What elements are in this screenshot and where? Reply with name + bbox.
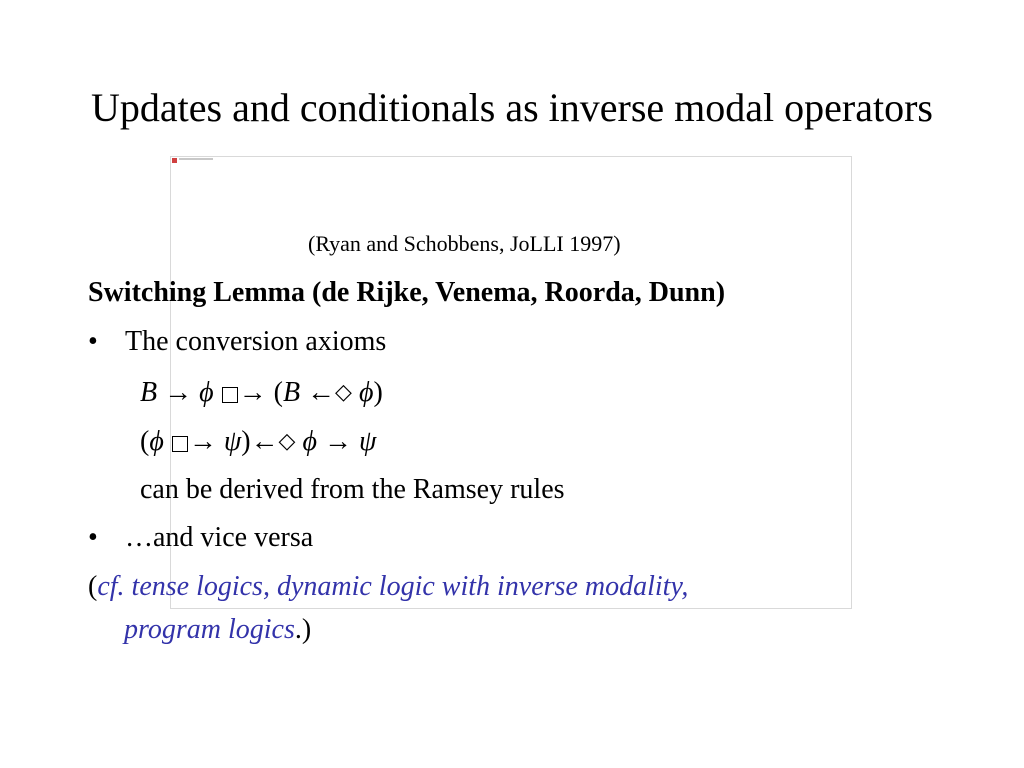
diamond-modality-icon: ◇ xyxy=(335,379,352,404)
note-close: .) xyxy=(294,614,312,645)
note-line-2 xyxy=(124,613,311,647)
formula-symbol: ( xyxy=(140,426,150,457)
formula-symbol: ϕ xyxy=(149,426,164,457)
diamond-modality-icon: ◇ xyxy=(278,428,296,453)
lemma-heading: Switching Lemma (de Rijke, Venema, Roorda, Dunn) xyxy=(88,277,726,308)
formula-symbol: B xyxy=(140,377,158,408)
embedded-object-caption-placeholder xyxy=(179,158,213,160)
formula-symbol: ) xyxy=(241,426,251,457)
derived-text: can be derived from the Ramsey rules xyxy=(140,474,565,505)
note-open-paren: ( xyxy=(88,571,98,602)
box-modality-icon xyxy=(222,387,238,403)
formula-symbol: → xyxy=(238,377,267,408)
formula-2 xyxy=(140,424,376,459)
formula-symbol: ) xyxy=(373,377,383,408)
note-italic-line-2: program logics xyxy=(124,614,295,645)
formula-symbol: ← xyxy=(250,426,279,457)
formula-symbol: → xyxy=(164,377,193,408)
note-italic-line-1: cf. tense logics, dynamic logic with inverse modality, xyxy=(97,571,689,602)
formula-symbol: ψ xyxy=(358,426,377,457)
formula-1 xyxy=(140,375,383,410)
formula-symbol: B xyxy=(282,377,301,408)
formula-symbol: ← xyxy=(307,377,336,408)
formula-symbol: ϕ xyxy=(358,377,374,408)
bullet-marker: • xyxy=(88,326,98,357)
slide-title: Updates and conditionals as inverse modal operators xyxy=(91,85,933,130)
formula-symbol: ( xyxy=(273,377,283,408)
formula-symbol: ψ xyxy=(223,426,242,457)
bullet-vice-versa: …and vice versa xyxy=(125,522,314,553)
note-line-1 xyxy=(88,570,688,604)
formula-symbol: ϕ xyxy=(199,377,214,408)
embedded-object-icon xyxy=(172,158,177,163)
formula-symbol: ϕ xyxy=(302,426,317,457)
formula-symbol: → xyxy=(188,426,217,457)
box-modality-icon xyxy=(172,436,188,452)
bullet-conversion-axioms: The conversion axioms xyxy=(125,326,387,357)
citation: (Ryan and Schobbens, JoLLI 1997) xyxy=(308,231,621,256)
bullet-marker: • xyxy=(88,522,98,553)
formula-symbol: → xyxy=(323,426,352,457)
